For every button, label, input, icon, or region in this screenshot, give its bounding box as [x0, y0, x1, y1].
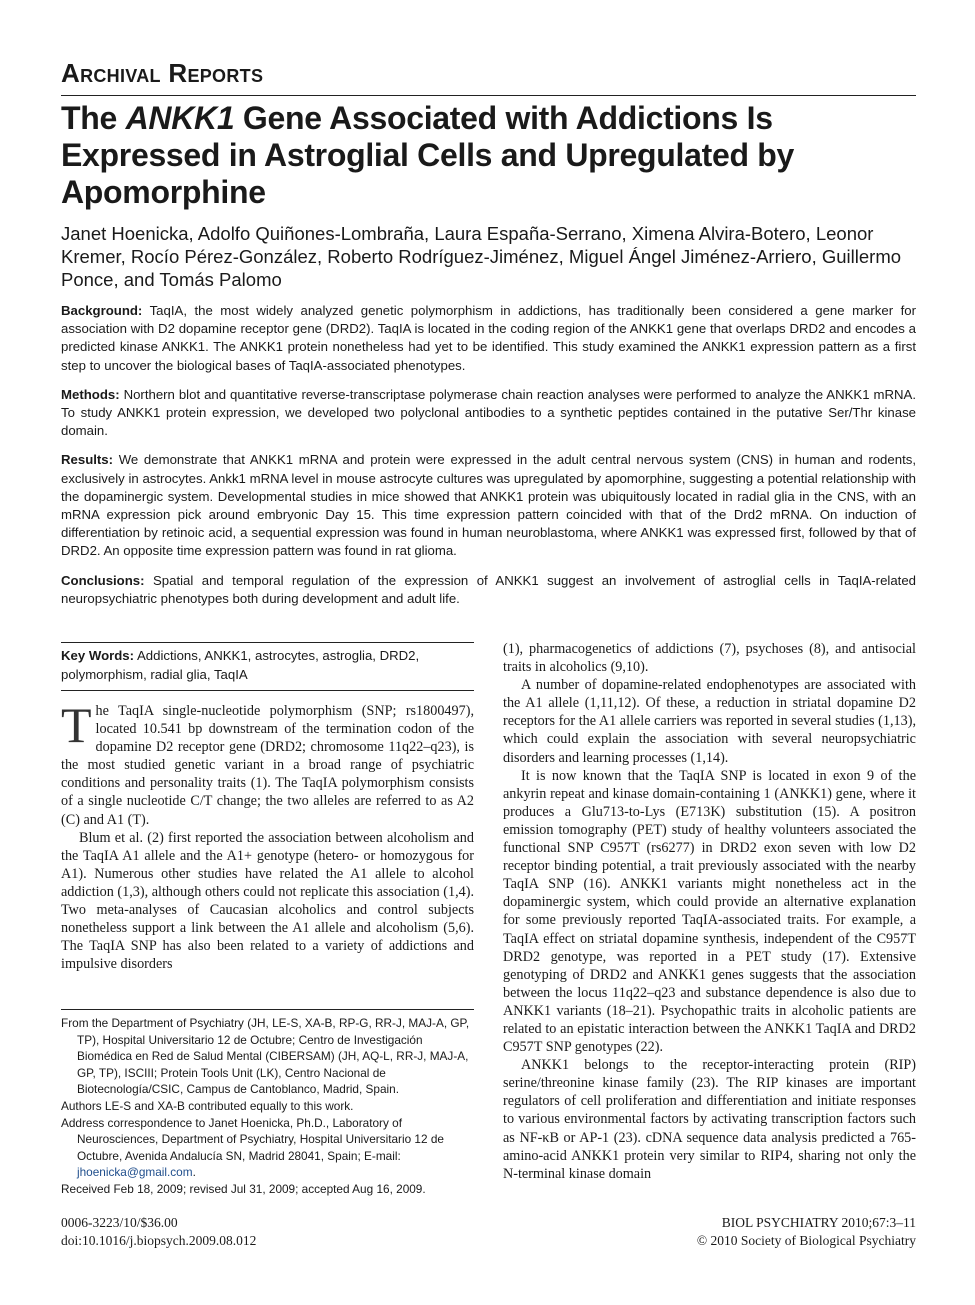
keywords: Key Words: Addictions, ANKK1, astrocytes, astroglia, DRD2, polymorphism, radial glia, TaqIA [61, 648, 420, 682]
right-paragraph-1: (1), pharmacogenetics of addictions (7), psychoses (8), and antisocial traits in alcoholics (9,10). [503, 641, 916, 676]
right-paragraph-4: ANKK1 belongs to the receptor-interacting protein (RIP) serine/threonine kinase family (23). The RIP kinases are important regulators of cell proliferation and differentiation and initiate responses to various environmental factors by activating transcription factors such as NF-κB or AP-1 (23). cDNA sequence data analysis predicted a 765-amino-acid ANKK1 protein very similar to RIP4, sharing not only the N-terminal kinase domain [503, 1057, 916, 1182]
received-dates: Received Feb 18, 2009; revised Jul 31, 2009; accepted Aug 16, 2009. [61, 1181, 426, 1196]
footnotes [61, 1015, 474, 1198]
header-rule [61, 95, 916, 96]
section-label [61, 58, 916, 88]
body-column-right [503, 640, 916, 1183]
correspondence-note: Address correspondence to Janet Hoenicka, Ph.D., Laboratory of Neurosciences, Department of Psychiatry, Hospital Universitario 12 de Octubre, Avenida Andalucía SN, Madrid 28041, Spain; E-mail: jhoenicka@gmail.com. [61, 1115, 444, 1180]
journal-citation: BIOL PSYCHIATRY 2010;67:3–11 [721, 1215, 916, 1230]
email-link[interactable]: jhoenicka@gmail.com [77, 1165, 193, 1180]
intro-paragraph-2: Blum et al. (2) first reported the association between alcoholism and the TaqIA A1 allele and the A1+ genotype (hetero- or homozygous for A1). Numerous other studies have related the A1 allele to alcohol addiction (1,3), although others could not replicate this association (1,4). Two meta-analyses of Caucasian alcoholics and control subjects nonetheless support a link between the A1 allele and alcoholism (5,6). The TaqIA SNP has also been related to a variety of addictions and impulsive disorders [61, 829, 474, 973]
intro-paragraph-1: The TaqIA single-nucleotide polymorphism (SNP; rs1800497), located 10.541 bp downstream of the termination codon of the dopamine D2 receptor gene (DRD2; chromosome 11q22–q23), is the most studied genetic variant in a broad range of psychiatric conditions and personality traits (1). The TaqIA polymorphism consists of a single nucleotide C/T change; the two alleles are referred to as A2 (C) and A1 (T). [61, 697, 474, 828]
keywords-rule-bottom [61, 690, 474, 691]
equal-contribution-note: Authors LE-S and XA-B contributed equally to this work. [61, 1098, 354, 1113]
abstract [61, 302, 916, 619]
author-list: Janet Hoenicka, Adolfo Quiñones-Lombraña, Laura España-Serrano, Ximena Alvira-Botero, Leonor Kremer, Rocío Pérez-González, Roberto Rodríguez-Jiménez, Miguel Ángel Jiménez-Arriero, Guillermo Ponce, and Tomás Palomo [61, 223, 902, 290]
article-title: The ANKK1 Gene Associated with Addictions Is Expressed in Astroglial Cells and Upregulated by Apomorphine [61, 100, 795, 210]
body-column-left [61, 697, 474, 973]
footnote-rule [61, 1009, 474, 1010]
footer-right [697, 1214, 916, 1250]
drop-cap: T [61, 697, 92, 753]
keywords-rule-top [61, 642, 474, 643]
footer-left [61, 1214, 256, 1250]
doi[interactable]: doi:10.1016/j.biopsych.2009.08.012 [61, 1233, 257, 1248]
abstract-methods: Methods: Northern blot and quantitative reverse-transcriptase polymerase chain reaction analyses were performed to analyze the ANKK1 mRNA. To study ANKK1 protein expression, we developed two polyclonal antibodies to a synthetic peptides contained in the putative Ser/Thr kinase domain. [61, 386, 916, 439]
right-paragraph-2: A number of dopamine-related endophenotypes are associated with the A1 allele (1,11,12). Of these, a reduction in striatal dopamine D2 receptors for the A1 allele carriers was reported in several studies (1,13), which could explain the association with several neuropsychiatric disorders and learning processes (1,14). [503, 677, 916, 766]
right-paragraph-3: It is now known that the TaqIA SNP is located in exon 9 of the ankyrin repeat and kinase domain-containing 1 (ANKK1) gene, where it produces a Glu713-to-Lys (E713K) substitution (15). A positron emission tomography (PET) study of healthy volunteers associated the functional SNP C957T (rs6277) in DRD2 exon seven with low D2 receptor binding potential, a trait previously associated with the nearby TaqIA SNP (16). ANKK1 variants might nonetheless act in the dopaminergic system, which could provide an alternative explanation for some previously reported TaqIA-associated traits. For example, a TaqIA effect on striatal dopamine synthesis, independent of the C957T DRD2 genotype, was reported in a PET study (17). Extensive genotyping of DRD2 and ANKK1 genes suggests that the association between the locus 11q22–q23 and substance dependence is also due to ANKK1 variants (18–21). Psychopathic traits in alcoholic patients are related to an epistatic interaction between the ANKK1 TaqIA and DRD2 C957T SNP genotypes (22). [503, 767, 916, 1056]
abstract-background: Background: TaqIA, the most widely analyzed genetic polymorphism in addictions, has traditionally been considered a gene marker for association with D2 dopamine receptor gene (DRD2). TaqIA is located in the coding region of the ANKK1 gene that overlaps DRD2 and encodes a predicted kinase ANKK1. The ANKK1 protein nonetheless had yet to be identified. This study examined the ANKK1 expression pattern as a first step to uncover the biological bases of TaqIA-associated phenotypes. [61, 303, 916, 373]
abstract-conclusions: Conclusions: Spatial and temporal regulation of the expression of ANKK1 suggest an involvement of astroglial cells in TaqIA-related neuropsychiatric phenotypes both during development and adult life. [61, 572, 917, 606]
affiliation-note: From the Department of Psychiatry (JH, LE-S, XA-B, RP-G, RR-J, MAJ-A, GP, TP), Hospital Universitario 12 de Octubre; Centro de Investigación Biomédica en Red de Salud Mental (CIBERSAM) (JH, AQ-L, RR-J, MAJ-A, GP, TP), ISCIII; Protein Tools Unit (LK), Centro Nacional de Biotecnología/CSIC, Campus de Cantoblanco, Madrid, Spain. [61, 1016, 470, 1097]
copyright: © 2010 Society of Biological Psychiatry [696, 1233, 916, 1248]
issn: 0006-3223/10/$36.00 [61, 1215, 178, 1230]
section-label-text: Archival Reports [61, 58, 264, 88]
abstract-results: Results: We demonstrate that ANKK1 mRNA and protein were expressed in the adult central nervous system (CNS) in human and rodents, exclusively in astrocytes. Ankk1 mRNA level in mouse astrocyte cultures was upregulated by apomorphine, suggesting a potential relationship with the dopaminergic system. Developmental studies in mice showed that ANKK1 protein was ubiquitously located in radial glia in the CNS, with an mRNA expression pick around embryonic Day 15. This time expression pattern coincided with that of the Drd2 mRNA. On induction of differentiation by retinoic acid, a sequential expression was found in human neuroblastoma, where ANKK1 was expressed first, followed by that of DRD2. An opposite time expression pattern was found in rat glioma. [61, 452, 916, 559]
